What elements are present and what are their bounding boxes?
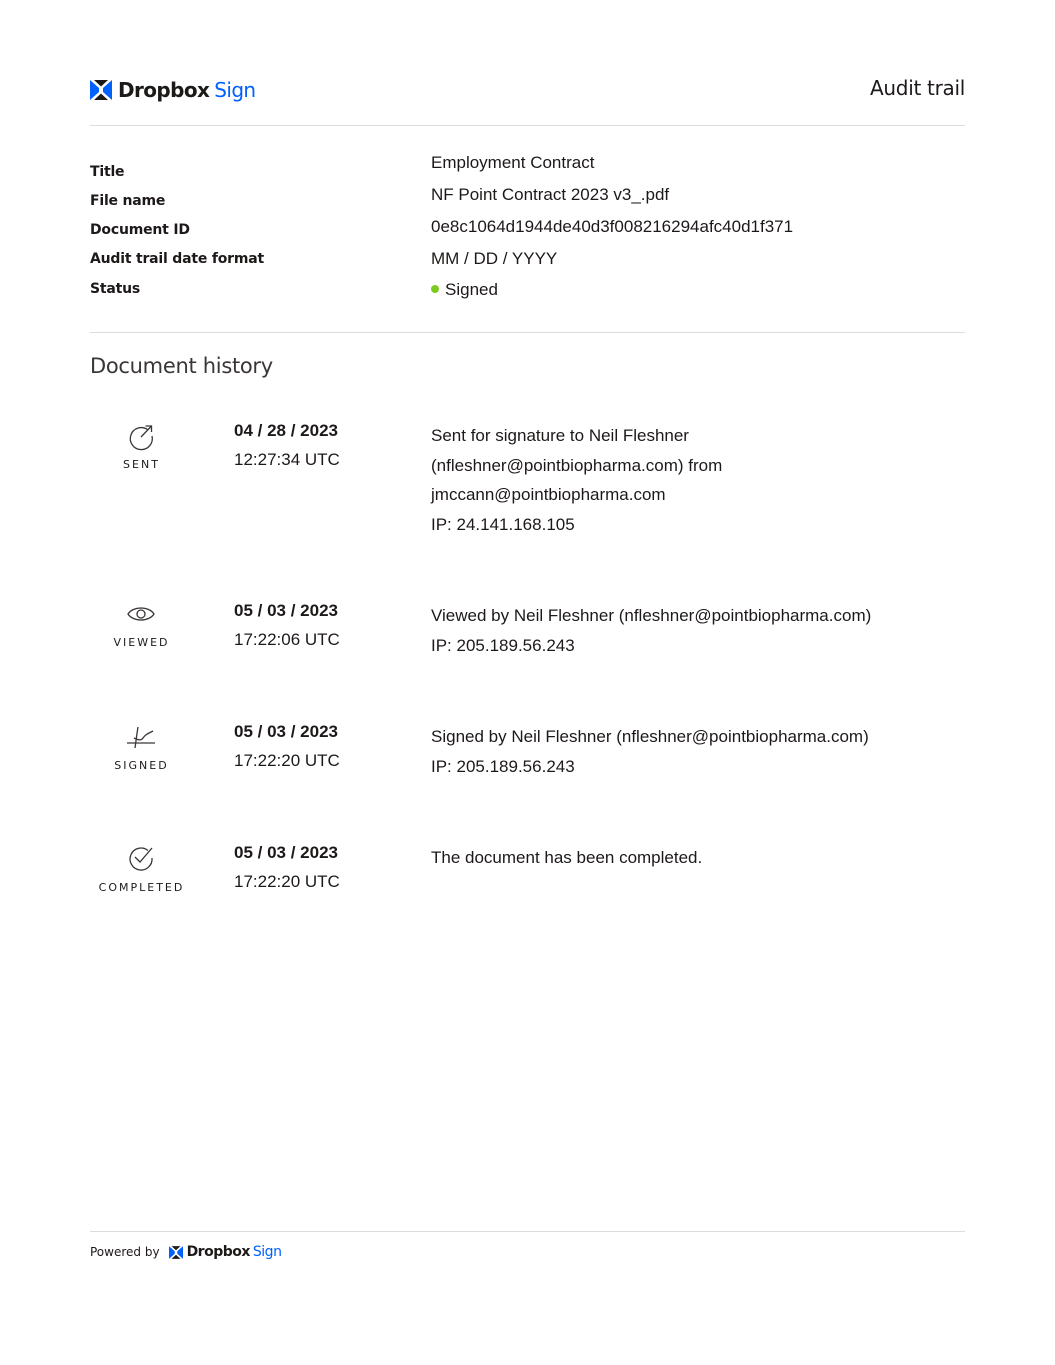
status-dot-icon: [431, 285, 439, 293]
page-header: [90, 74, 965, 108]
metadata-divider: [90, 332, 965, 333]
event-line: (nfleshner@pointbiopharma.com) from: [431, 455, 723, 475]
event-line: IP: 205.189.56.243: [431, 635, 575, 655]
event-date: 05 / 03 / 2023: [234, 601, 338, 620]
meta-label-file-name: File name: [90, 193, 166, 209]
powered-by-label: Powered by: [90, 1245, 160, 1259]
event-time: 12:27:34 UTC: [234, 450, 340, 469]
event-line: IP: 24.141.168.105: [431, 515, 575, 535]
sent-icon: [125, 420, 157, 452]
footer-brand-name: Dropbox: [186, 1244, 250, 1260]
meta-label-date-format: Audit trail date format: [90, 251, 264, 267]
signature-icon: [125, 721, 157, 753]
brand-logo: [90, 78, 256, 102]
event-date: 05 / 03 / 2023: [234, 843, 338, 862]
event-description: [431, 421, 722, 540]
meta-label-title: Title: [90, 164, 125, 180]
meta-value-date-format: MM / DD / YYYY: [431, 249, 558, 268]
meta-value-title: Employment Contract: [431, 153, 595, 172]
event-kind-label: COMPLETED: [98, 881, 185, 894]
dropbox-sign-logo-icon: [90, 80, 112, 100]
event-date: 04 / 28 / 2023: [234, 421, 338, 440]
event-time: 17:22:20 UTC: [234, 872, 340, 891]
event-line: jmccann@pointbiopharma.com: [431, 485, 666, 505]
status-badge: [431, 280, 498, 300]
event-line: The document has been completed.: [431, 848, 703, 867]
brand-name: Dropbox: [118, 78, 210, 102]
event-line: Viewed by Neil Fleshner (nfleshner@pointbiopharma.com): [431, 606, 872, 625]
meta-label-status: Status: [90, 281, 141, 297]
page-footer: [90, 1244, 281, 1260]
footer-divider: [90, 1231, 965, 1232]
event-line: Signed by Neil Fleshner (nfleshner@pointbiopharma.com): [431, 727, 869, 746]
eye-icon: [125, 598, 157, 630]
event-description: [431, 722, 869, 781]
meta-value-document-id: 0e8c1064d1944de40d3f008216294afc40d1f371: [431, 217, 794, 236]
event-line: IP: 205.189.56.243: [431, 756, 575, 776]
event-line: Sent for signature to Neil Fleshner: [431, 426, 689, 445]
document-history-title: Document history: [90, 354, 273, 378]
dropbox-sign-logo-icon: [169, 1246, 183, 1259]
event-time: 17:22:06 UTC: [234, 630, 340, 649]
event-date: 05 / 03 / 2023: [234, 722, 338, 741]
event-kind-label: SENT: [123, 458, 160, 471]
meta-value-file-name: NF Point Contract 2023 v3_.pdf: [431, 185, 670, 204]
check-circle-icon: [125, 842, 157, 874]
event-description: [431, 601, 871, 660]
audit-trail-title: Audit trail: [870, 76, 965, 100]
event-kind-label: SIGNED: [114, 759, 169, 772]
meta-label-document-id: Document ID: [90, 222, 190, 238]
footer-brand-product: Sign: [252, 1244, 282, 1260]
brand-product: Sign: [214, 78, 256, 102]
header-divider: [90, 125, 965, 126]
event-description: [431, 843, 702, 873]
event-time: 17:22:20 UTC: [234, 751, 340, 770]
event-kind-label: VIEWED: [113, 636, 170, 649]
meta-value-status: Signed: [445, 280, 498, 299]
